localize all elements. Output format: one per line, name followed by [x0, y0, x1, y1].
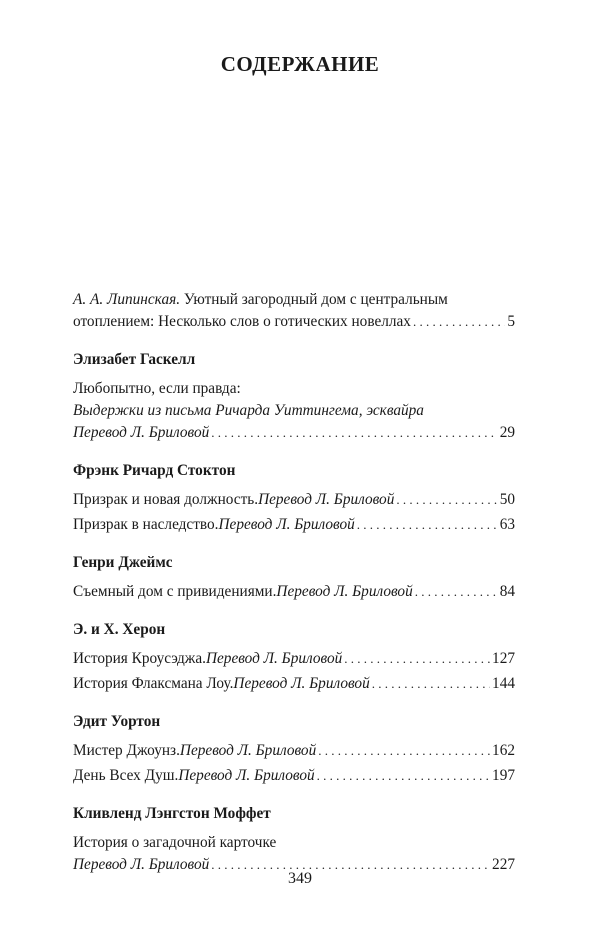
translator-credit: Перевод Л. Бриловой — [233, 675, 370, 692]
dot-leader — [413, 311, 505, 333]
page-ref: 162 — [492, 742, 515, 759]
dot-leader — [318, 740, 490, 762]
toc-entry — [73, 740, 515, 762]
intro-title-line2: отоплением: Несколько слов о готических новеллах — [73, 313, 411, 330]
dot-leader — [396, 489, 497, 511]
toc-entry — [73, 765, 515, 787]
toc-entry-intro — [73, 289, 515, 333]
page-ref: 127 — [492, 650, 515, 667]
toc-entry — [73, 673, 515, 695]
translator-credit: Перевод Л. Бриловой — [73, 856, 210, 873]
translator-credit: Перевод Л. Бриловой — [73, 424, 210, 441]
dot-leader — [317, 765, 490, 787]
toc-entry — [73, 489, 515, 511]
page-ref: 144 — [492, 675, 515, 692]
dot-leader — [211, 422, 497, 444]
entry-title: Мистер Джоунз. — [73, 742, 180, 759]
toc-entry — [73, 514, 515, 536]
dot-leader — [357, 514, 498, 536]
page-ref: 63 — [499, 516, 515, 533]
page-ref: 227 — [492, 856, 515, 873]
page-ref: 29 — [499, 424, 515, 441]
author-heading: Фрэнк Ричард Стоктон — [73, 462, 236, 479]
table-of-contents — [73, 289, 515, 879]
entry-title: История о загадочной карточке — [73, 834, 277, 851]
toc-entry — [73, 648, 515, 670]
entry-title: История Флаксмана Лоу. — [73, 675, 234, 692]
dot-leader — [372, 673, 490, 695]
entry-title: История Кроусэджа. — [73, 650, 206, 667]
entry-title: Призрак в наследство. — [73, 516, 219, 533]
author-heading: Кливленд Лэнгстон Моффет — [73, 805, 271, 822]
toc-entry — [73, 378, 515, 444]
author-heading: Э. и Х. Херон — [73, 621, 166, 638]
entry-title: Призрак и новая должность. — [73, 491, 259, 508]
translator-credit: Перевод Л. Бриловой — [276, 583, 413, 600]
page-number: 349 — [288, 870, 312, 887]
page-title: СОДЕРЖАНИЕ — [220, 52, 380, 76]
translator-credit: Перевод Л. Бриловой — [205, 650, 343, 667]
author-heading: Генри Джеймс — [73, 554, 173, 571]
intro-title-line1: Уютный загородный дом с центральным — [180, 291, 448, 308]
author-heading: Эдит Уортон — [73, 713, 161, 730]
entry-title: День Всех Душ. — [73, 767, 179, 784]
dot-leader — [415, 581, 498, 603]
translator-credit: Перевод Л. Бриловой — [178, 767, 315, 784]
author-heading: Элизабет Гаскелл — [73, 351, 196, 368]
translator-credit: Перевод Л. Бриловой — [179, 742, 317, 759]
dot-leader — [344, 648, 490, 670]
page-ref: 5 — [507, 313, 515, 330]
translator-credit: Перевод Л. Бриловой — [218, 516, 355, 533]
entry-title: Съемный дом с привидениями. — [73, 583, 277, 600]
page-ref: 197 — [492, 767, 515, 784]
page-ref: 84 — [499, 583, 515, 600]
translator-credit: Перевод Л. Бриловой — [258, 491, 395, 508]
page-ref: 50 — [499, 491, 515, 508]
entry-title: Любопытно, если правда: — [73, 380, 241, 397]
intro-author: А. А. Липинская. — [73, 291, 181, 308]
entry-subtitle: Выдержки из письма Ричарда Уиттингема, эсквайра — [73, 402, 424, 419]
toc-entry — [73, 581, 515, 603]
